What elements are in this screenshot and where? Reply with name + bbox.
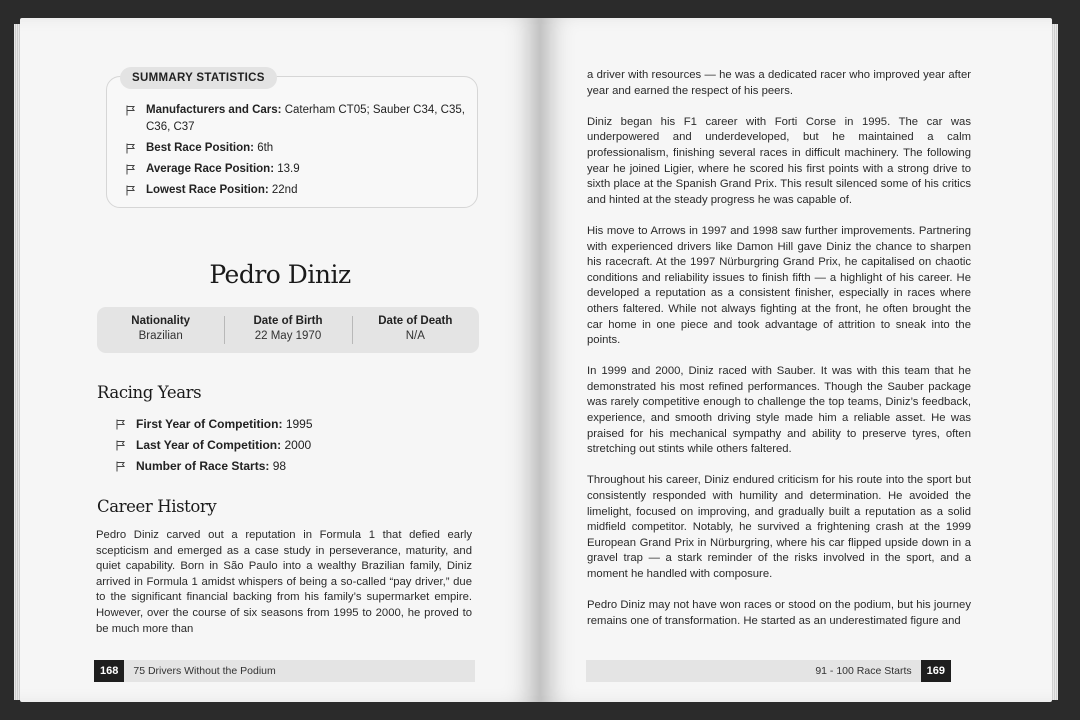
fact-value: Brazilian (138, 330, 183, 342)
page-footer-right (586, 660, 951, 682)
summary-item-value: 13.9 (277, 163, 300, 175)
summary-item-label: Average Race Position: (146, 163, 275, 175)
fact-label: Nationality (131, 315, 191, 327)
summary-item-label: Best Race Position: (146, 142, 254, 154)
racing-years-item (116, 458, 476, 475)
flag-icon (116, 419, 126, 430)
fact-label: Date of Birth (253, 315, 323, 327)
flag-icon (126, 105, 136, 116)
career-history-heading: Career History (97, 497, 217, 516)
racing-years-item (116, 416, 476, 433)
racing-years-label: Number of Race Starts: (136, 459, 270, 473)
racing-years-label: First Year of Competition: (136, 417, 283, 431)
racing-years-item (116, 437, 476, 454)
fact-date-of-birth (224, 307, 351, 353)
summary-item (126, 140, 466, 157)
summary-list (126, 102, 466, 203)
racing-years-value: 98 (272, 459, 287, 473)
racing-years-list (116, 416, 476, 479)
driver-name-heading: Pedro Diniz (209, 260, 351, 289)
flag-icon (116, 440, 126, 451)
summary-item-value: 6th (257, 142, 274, 154)
paragraph: Pedro Diniz carved out a reputation in Formula 1 that defied early scepticism and emerged as a case study in perseverance, maturity, and quiet capability. Born in São Paulo into a wealthy Brazilian family, Diniz arrived in Formula 1 amidst whispers of being a so-called “pay driver,” due to the significant financial backing from his family’s supermarket empire. However, over the course of six seasons from 1995 to 2000, he proved to be much more than (96, 529, 472, 635)
paragraph: Pedro Diniz may not have won races or stood on the podium, but his journey remains one of transformation. He started as an underestimated figure and (587, 599, 971, 627)
fact-date-of-death (352, 307, 479, 353)
right-page-text (587, 68, 971, 645)
fact-label: Date of Death (378, 315, 453, 327)
fact-nationality (97, 307, 224, 353)
flag-icon (126, 164, 136, 175)
open-book (20, 18, 1052, 710)
running-title: 91 - 100 Race Starts (815, 665, 912, 677)
flag-icon (126, 185, 136, 196)
racing-years-value: 1995 (285, 417, 313, 431)
summary-item-label: Lowest Race Position: (146, 184, 269, 196)
paragraph: a driver with resources — he was a dedicated racer who improved year after year and earned the respect of his peers. (587, 69, 971, 97)
summary-item (126, 182, 466, 199)
running-title: 75 Drivers Without the Podium (133, 665, 276, 677)
flag-icon (126, 143, 136, 154)
page-footer-left (94, 660, 475, 682)
summary-title: SUMMARY STATISTICS (120, 67, 277, 89)
flag-icon (116, 461, 126, 472)
paragraph: His move to Arrows in 1997 and 1998 saw further improvements. Partnering with experienced drivers like Damon Hill gave Diniz the chance to sharpen his racecraft. At the 1997 Nürburgring Grand Prix, he capitalised on chaotic conditions and reliability issues to finish fifth — a highlight of his career. He developed a reputation as a consistent finisher, especially in races where others faltered. While not always fighting at the front, he often brought the car home in one piece and took advantage of attrition to sneak into the points. (587, 224, 971, 347)
summary-item-value: Caterham CT05; Sauber C34, C35, C36, C37 (146, 104, 465, 133)
career-history-text (96, 528, 472, 653)
facts-bar (97, 307, 479, 353)
summary-item-value: 22nd (271, 184, 298, 196)
left-page (20, 18, 540, 702)
fact-value: N/A (405, 330, 425, 342)
page-number: 169 (921, 660, 951, 682)
paragraph: Throughout his career, Diniz endured criticism for his route into the sport but consistently responded with humility and determination. He avoided the limelight, focused on improving, and gradually built a reputation as a solid midfield competitor. Notably, he survived a frightening crash at the 1999 European Grand Prix in Nürburgring, where his car flipped upside down in a gravel trap — a stark reminder of the risks involved in the sport, and a moment he handled with composure. (587, 474, 971, 580)
paragraph: Diniz began his F1 career with Forti Corse in 1995. The car was underpowered and underdeveloped, but he maintained a calm professionalism, finishing several races in difficult machinery. The following year he joined Ligier, where he scored his first points with a strong drive to sixth place at the Spanish Grand Prix. This result silenced some of his critics and hinted at the steady progress he was capable of. (587, 115, 971, 206)
summary-item (126, 102, 466, 136)
racing-years-heading: Racing Years (97, 383, 202, 402)
summary-item-label: Manufacturers and Cars: (146, 104, 282, 116)
paragraph: In 1999 and 2000, Diniz raced with Sauber. It was with this team that he demonstrated his most refined performances. Though the Sauber package was rarely competitive enough to challenge the top teams, Diniz’s feedback, experience, and smooth driving style made him a reliable asset. He was praised for his mechanical sympathy and ability to preserve tyres, often stretching out stints while others faltered. (587, 365, 971, 456)
racing-years-label: Last Year of Competition: (136, 438, 282, 452)
fact-value: 22 May 1970 (254, 330, 322, 342)
summary-item (126, 161, 466, 178)
racing-years-value: 2000 (284, 438, 312, 452)
right-page (540, 18, 1052, 702)
page-number: 168 (94, 660, 124, 682)
